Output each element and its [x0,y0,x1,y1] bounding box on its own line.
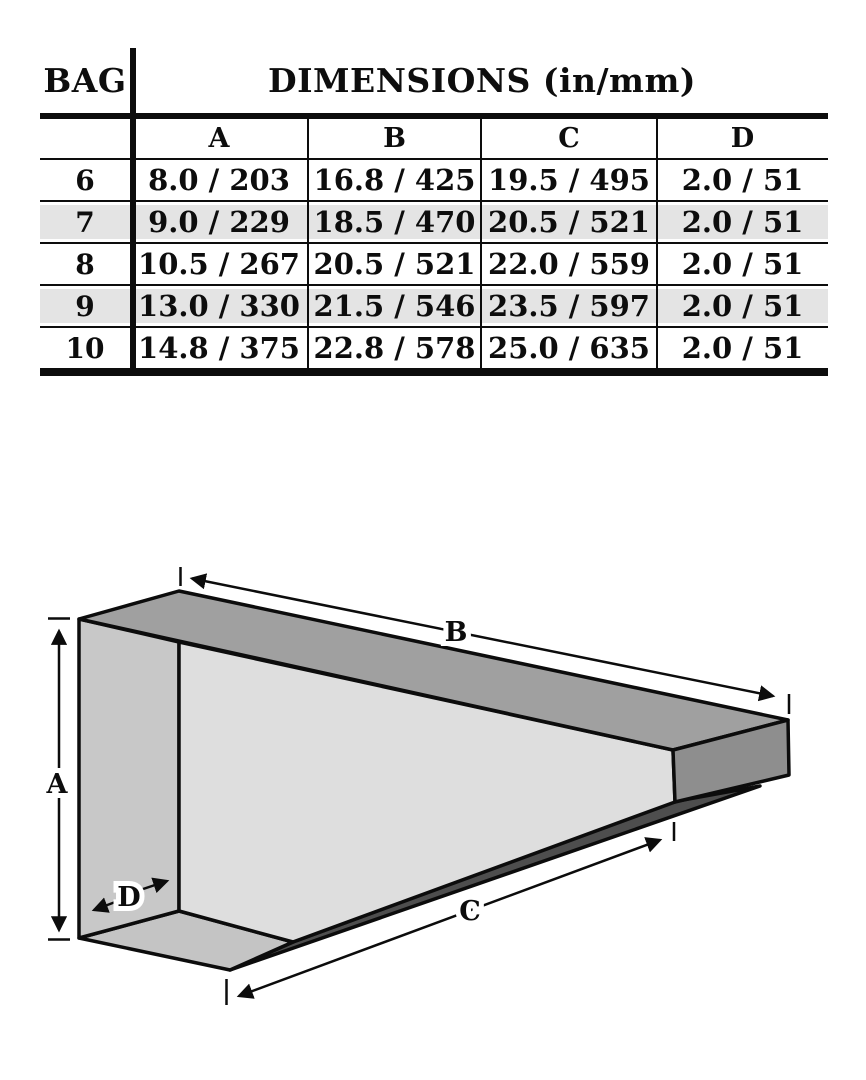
column-header-row [40,119,828,158]
column-divider-a-b [307,119,309,368]
dim-b-value: 22.8 / 578 [313,331,476,365]
dimensions-header: DIMENSIONS (in/mm) [267,61,697,100]
dim-d-value: 2.0 / 51 [681,163,804,197]
a-dimension-label: A [46,769,68,800]
dim-c-value: 22.0 / 559 [488,247,650,281]
dim-a-value: 14.8 / 375 [138,331,300,365]
dim-d-value: 2.0 / 51 [681,247,804,281]
column-header-c: C [558,123,580,154]
dimensions-table [40,48,828,376]
table-row-bag-7 [40,200,828,242]
table-row-bag-9 [40,284,828,326]
dim-b-value: 21.5 / 546 [313,289,476,323]
column-header-spacer [40,119,130,158]
b-dimension-label: B [444,617,468,648]
dim-a-value: 8.0 / 203 [148,163,290,197]
bag-column-divider-line [130,48,136,368]
dim-c-value: 19.5 / 495 [488,163,650,197]
dim-b-value: 16.8 / 425 [313,163,476,197]
dim-c-value: 23.5 / 597 [488,289,650,323]
c-dimension-label: C [459,896,481,927]
table-row-bag-10 [40,326,828,368]
bag-label: 9 [75,289,95,323]
dim-b-value: 20.5 / 521 [313,247,476,281]
dim-a-value: 10.5 / 267 [138,247,300,281]
column-header-a: A [208,123,230,154]
column-divider-c-d [656,119,658,368]
bag-label: 6 [75,163,95,197]
bag-dimension-diagram [0,540,866,1080]
column-divider-b-c [480,119,482,368]
table-title-row [40,48,828,113]
column-header-b: B [383,123,406,154]
dim-a-value: 9.0 / 229 [148,205,290,239]
bag-label: 8 [75,247,95,281]
table-bottom-line [40,368,828,376]
dim-d-value: 2.0 / 51 [681,289,804,323]
dim-d-value: 2.0 / 51 [681,205,804,239]
dim-b-value: 18.5 / 470 [313,205,476,239]
bag-label: 10 [65,331,105,365]
dim-d-value: 2.0 / 51 [681,331,804,365]
dim-c-value: 20.5 / 521 [488,205,650,239]
column-header-d: D [730,123,755,154]
dim-a-value: 13.0 / 330 [138,289,300,323]
dim-c-value: 25.0 / 635 [488,331,650,365]
table-row-bag-8 [40,242,828,284]
bag-header: BAG [43,61,127,100]
bag-label: 7 [75,205,95,239]
d-dimension-label: D [117,882,141,913]
table-row-bag-6 [40,160,828,200]
